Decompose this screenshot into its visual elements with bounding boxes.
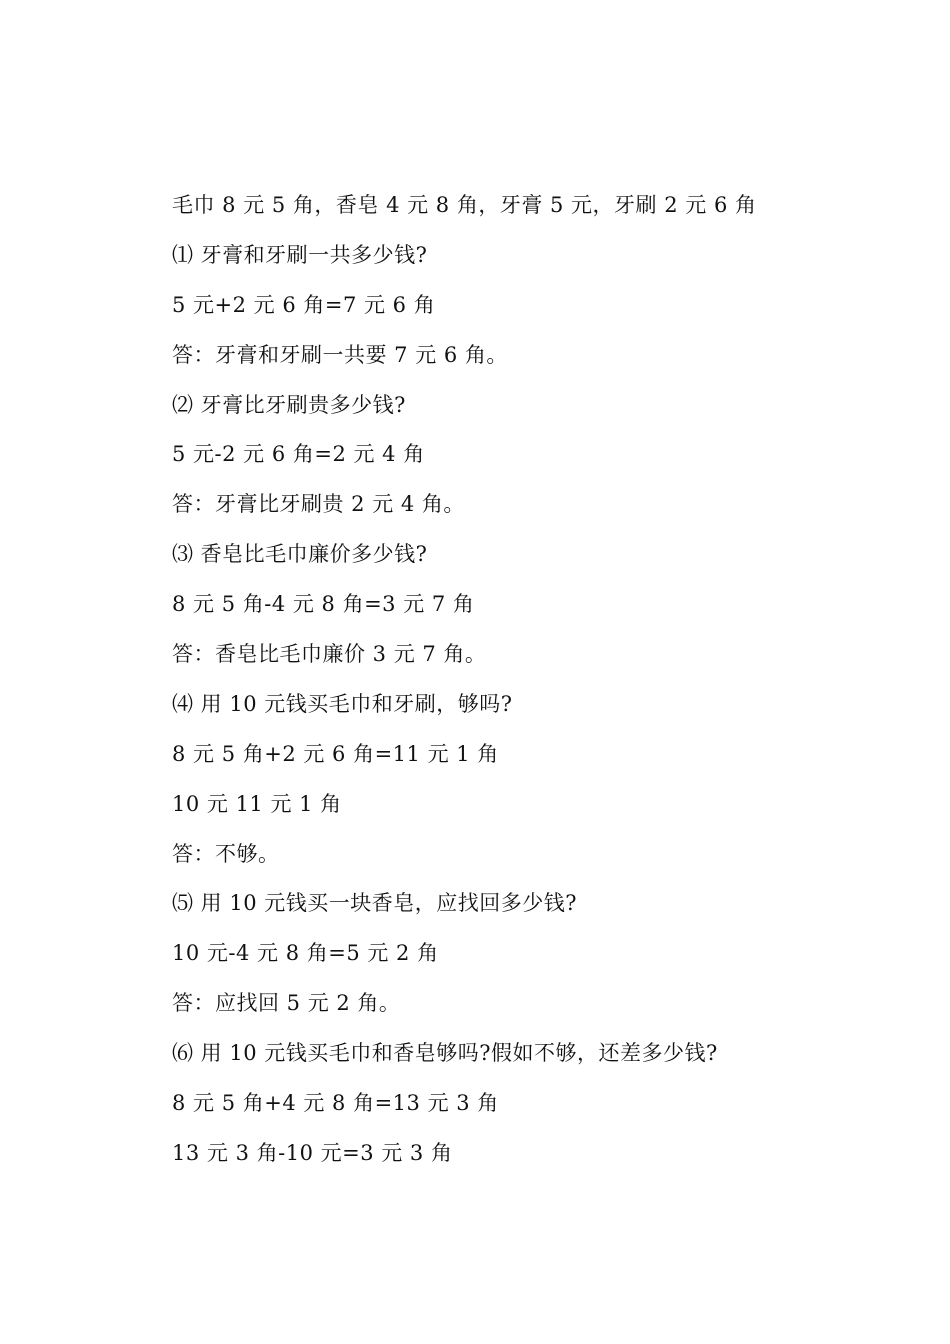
document-body — [172, 186, 872, 1184]
question-6: ⑹ 用 10 元钱买毛巾和香皂够吗?假如不够，还差多少钱? — [172, 1041, 718, 1066]
question-4: ⑷ 用 10 元钱买毛巾和牙刷，够吗? — [172, 691, 513, 716]
answer-3: 答：香皂比毛巾廉价 3 元 7 角。 — [172, 642, 487, 667]
question-1: ⑴ 牙膏和牙刷一共多少钱? — [172, 242, 428, 267]
calculation-2: 5 元-2 元 6 角=2 元 4 角 — [172, 442, 425, 467]
problem-statement: 毛巾 8 元 5 角，香皂 4 元 8 角，牙膏 5 元，牙刷 2 元 6 角 — [172, 193, 757, 217]
question-3: ⑶ 香皂比毛巾廉价多少钱? — [172, 542, 428, 567]
question-2: ⑵ 牙膏比牙刷贵多少钱? — [172, 392, 406, 417]
answer-1: 答：牙膏和牙刷一共要 7 元 6 角。 — [172, 342, 508, 367]
answer-2: 答：牙膏比牙刷贵 2 元 4 角。 — [172, 492, 465, 517]
calculation-1: 5 元+2 元 6 角=7 元 6 角 — [172, 292, 436, 317]
calculation-5: 10 元-4 元 8 角=5 元 2 角 — [172, 941, 439, 966]
answer-4: 答：不够。 — [172, 841, 280, 866]
calculation-6a: 8 元 5 角+4 元 8 角=13 元 3 角 — [172, 1091, 499, 1116]
calculation-4: 8 元 5 角+2 元 6 角=11 元 1 角 — [172, 741, 499, 766]
calculation-6b: 13 元 3 角-10 元=3 元 3 角 — [172, 1140, 453, 1165]
answer-5: 答：应找回 5 元 2 角。 — [172, 991, 401, 1016]
calculation-3: 8 元 5 角-4 元 8 角=3 元 7 角 — [172, 592, 475, 617]
question-5: ⑸ 用 10 元钱买一块香皂，应找回多少钱? — [172, 891, 578, 916]
comparison-4: 10 元 11 元 1 角 — [172, 791, 342, 816]
